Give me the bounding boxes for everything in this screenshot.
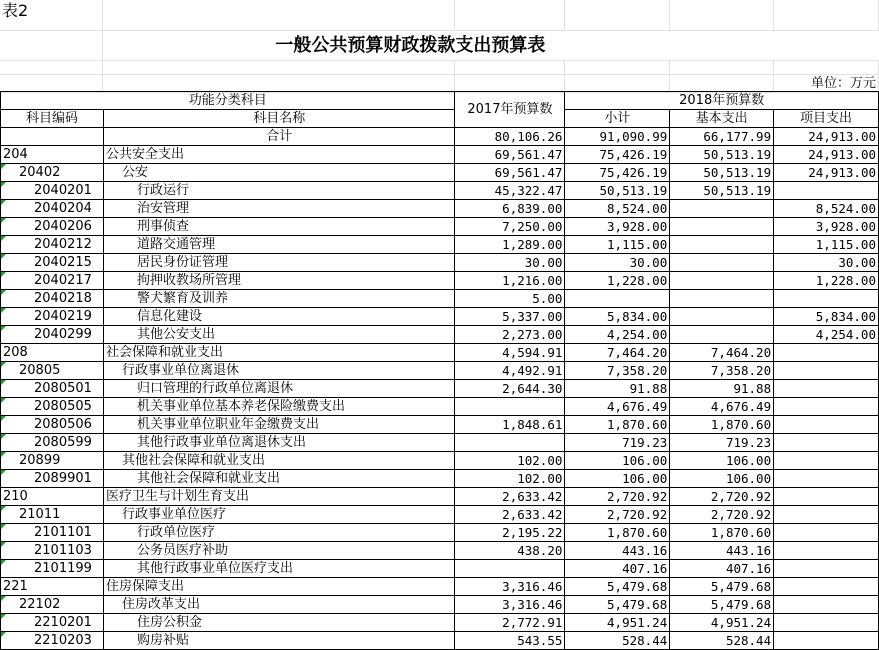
cell-prev-year[interactable]: 45,322.47 [455,182,565,200]
table-row [1,236,879,254]
cell-code[interactable]: 2101103 [1,542,104,560]
cell-subtotal[interactable]: 2,720.92 [565,506,670,524]
cell-prev-year[interactable]: 3,316.46 [455,596,565,614]
cell-prev-year[interactable]: 438.20 [455,542,565,560]
table-row [1,506,879,524]
cell-basic[interactable]: 528.44 [670,632,774,650]
cell-subtotal[interactable]: 407.16 [565,560,670,578]
sheet-header-area [0,0,879,93]
table-row [1,146,879,164]
cell-name[interactable]: 其他行政事业单位离退休支出 [103,434,455,452]
cell-basic[interactable]: 2,720.92 [670,506,774,524]
table-row [1,416,879,434]
cell-project[interactable] [774,578,879,596]
cell-prev-year[interactable]: 1,289.00 [455,236,565,254]
cell-code[interactable]: 2210203 [1,632,104,650]
cell-name[interactable]: 其他社会保障和就业支出 [103,470,455,488]
cell-basic[interactable] [670,308,774,326]
cell-code[interactable]: 2040219 [1,308,104,326]
cell-prev-year[interactable]: 102.00 [455,452,565,470]
cell-prev-year[interactable]: 3,316.46 [455,578,565,596]
cell-basic[interactable] [670,218,774,236]
cell-subtotal[interactable]: 1,870.60 [565,416,670,434]
header-name: 科目名称 [103,110,455,128]
cell-code[interactable] [1,128,104,146]
table-row [1,344,879,362]
cell-code[interactable]: 2040201 [1,182,104,200]
cell-basic[interactable]: 7,358.20 [670,362,774,380]
cell-name[interactable]: 社会保障和就业支出 [103,344,455,362]
cell-name[interactable]: 道路交通管理 [103,236,455,254]
cell-code[interactable]: 20899 [1,452,104,470]
cell-project[interactable] [774,470,879,488]
cell-basic[interactable]: 66,177.99 [670,128,774,146]
cell-code[interactable]: 22102 [1,596,104,614]
cell-project[interactable] [774,416,879,434]
cell-prev-year[interactable]: 69,561.47 [455,146,565,164]
cell-prev-year[interactable]: 80,106.26 [455,128,565,146]
cell-code[interactable]: 2040215 [1,254,104,272]
cell-name[interactable]: 归口管理的行政单位离退休 [103,380,455,398]
cell-project[interactable]: 1,228.00 [774,272,879,290]
cell-prev-year[interactable]: 5.00 [455,290,565,308]
cell-prev-year[interactable]: 7,250.00 [455,218,565,236]
cell-subtotal[interactable]: 7,464.20 [565,344,670,362]
page-title: 一般公共预算财政拨款支出预算表 [103,30,879,60]
table-row [1,380,879,398]
cell-subtotal[interactable]: 5,479.68 [565,578,670,596]
cell-basic[interactable]: 1,870.60 [670,524,774,542]
cell-basic[interactable]: 106.00 [670,452,774,470]
cell-prev-year[interactable]: 2,644.30 [455,380,565,398]
cell-basic[interactable]: 106.00 [670,470,774,488]
cell-basic[interactable]: 2,720.92 [670,488,774,506]
table-row [1,470,879,488]
cell-subtotal[interactable]: 106.00 [565,470,670,488]
table-row [1,218,879,236]
cell-code[interactable]: 2080506 [1,416,104,434]
cell-code[interactable]: 2040206 [1,218,104,236]
cell-project[interactable] [774,632,879,650]
cell-prev-year[interactable]: 102.00 [455,470,565,488]
cell-name[interactable]: 住房公积金 [103,614,455,632]
cell-prev-year[interactable] [455,434,565,452]
cell-project[interactable]: 24,913.00 [774,146,879,164]
cell-prev-year[interactable]: 2,772.91 [455,614,565,632]
cell-subtotal[interactable]: 3,928.00 [565,218,670,236]
cell-subtotal[interactable]: 1,115.00 [565,236,670,254]
cell-prev-year[interactable]: 30.00 [455,254,565,272]
cell-prev-year[interactable]: 69,561.47 [455,164,565,182]
cell-name[interactable]: 医疗卫生与计划生育支出 [103,488,455,506]
cell-code[interactable]: 208 [1,344,104,362]
budget-table [0,91,879,650]
cell-name[interactable]: 行政事业单位医疗 [103,506,455,524]
cell-code[interactable]: 210 [1,488,104,506]
cell-name[interactable]: 机关事业单位基本养老保险缴费支出 [103,398,455,416]
cell-project[interactable] [774,560,879,578]
cell-name[interactable]: 住房改革支出 [103,596,455,614]
cell-name[interactable]: 机关事业单位职业年金缴费支出 [103,416,455,434]
cell-project[interactable] [774,488,879,506]
sheet-label[interactable]: 表2 [0,0,103,30]
cell-name[interactable]: 警犬繁育及训养 [103,290,455,308]
cell-basic[interactable]: 50,513.19 [670,146,774,164]
cell-project[interactable]: 4,254.00 [774,326,879,344]
header-project: 项目支出 [774,110,879,128]
table-row [1,164,879,182]
cell-code[interactable]: 2040218 [1,290,104,308]
cell-name[interactable]: 其他社会保障和就业支出 [103,452,455,470]
cell-code[interactable]: 2080599 [1,434,104,452]
cell-basic[interactable] [670,290,774,308]
header-prev-year: 2017年预算数 [455,92,565,128]
cell-code[interactable]: 2040217 [1,272,104,290]
cell-subtotal[interactable] [565,290,670,308]
cell-project[interactable]: 3,928.00 [774,218,879,236]
cell-subtotal[interactable]: 719.23 [565,434,670,452]
cell-subtotal[interactable]: 528.44 [565,632,670,650]
cell-name[interactable]: 购房补贴 [103,632,455,650]
cell-code[interactable]: 2040204 [1,200,104,218]
table-row [1,254,879,272]
cell-basic[interactable] [670,236,774,254]
table-row [1,434,879,452]
cell-name[interactable]: 拘押收教场所管理 [103,272,455,290]
cell-code[interactable]: 2080505 [1,398,104,416]
cell-name[interactable]: 刑事侦查 [103,218,455,236]
cell-subtotal[interactable]: 443.16 [565,542,670,560]
cell-project[interactable] [774,596,879,614]
cell-name[interactable]: 住房保障支出 [103,578,455,596]
cell-prev-year[interactable]: 4,492.91 [455,362,565,380]
cell-name[interactable]: 治安管理 [103,200,455,218]
header-code: 科目编码 [1,110,104,128]
cell-basic[interactable]: 50,513.19 [670,182,774,200]
cell-subtotal[interactable]: 106.00 [565,452,670,470]
cell-basic[interactable]: 5,479.68 [670,578,774,596]
cell-subtotal[interactable]: 50,513.19 [565,182,670,200]
cell-code[interactable]: 2101101 [1,524,104,542]
cell-subtotal[interactable]: 1,870.60 [565,524,670,542]
cell-project[interactable] [774,506,879,524]
cell-name[interactable]: 行政运行 [103,182,455,200]
cell-project[interactable] [774,290,879,308]
cell-code[interactable]: 204 [1,146,104,164]
cell-prev-year[interactable]: 2,195.22 [455,524,565,542]
cell-basic[interactable]: 719.23 [670,434,774,452]
cell-subtotal[interactable]: 75,426.19 [565,164,670,182]
cell-code[interactable]: 221 [1,578,104,596]
cell-prev-year[interactable]: 1,216.00 [455,272,565,290]
cell-name[interactable]: 信息化建设 [103,308,455,326]
cell-basic[interactable] [670,326,774,344]
cell-code[interactable]: 2210201 [1,614,104,632]
cell-basic[interactable]: 407.16 [670,560,774,578]
header-func-group: 功能分类科目 [1,92,455,110]
table-row [1,398,879,416]
cell-code[interactable]: 2080501 [1,380,104,398]
cell-basic[interactable]: 443.16 [670,542,774,560]
cell-project[interactable]: 24,913.00 [774,128,879,146]
table-row [1,596,879,614]
cell-basic[interactable] [670,200,774,218]
cell-subtotal[interactable]: 2,720.92 [565,488,670,506]
cell-code[interactable]: 2101199 [1,560,104,578]
cell-subtotal[interactable]: 5,479.68 [565,596,670,614]
cell-subtotal[interactable]: 75,426.19 [565,146,670,164]
cell-basic[interactable]: 5,479.68 [670,596,774,614]
cell-project[interactable]: 1,115.00 [774,236,879,254]
cell-name[interactable]: 居民身份证管理 [103,254,455,272]
table-row [1,308,879,326]
cell-prev-year[interactable]: 5,337.00 [455,308,565,326]
cell-code[interactable]: 20402 [1,164,104,182]
cell-subtotal[interactable]: 91,090.99 [565,128,670,146]
table-row [1,488,879,506]
cell-basic[interactable]: 4,951.24 [670,614,774,632]
cell-subtotal[interactable]: 1,228.00 [565,272,670,290]
header-cur-year: 2018年预算数 [565,92,879,110]
cell-subtotal[interactable]: 8,524.00 [565,200,670,218]
cell-project[interactable] [774,452,879,470]
table-row [1,614,879,632]
cell-project[interactable] [774,362,879,380]
table-row [1,326,879,344]
cell-project[interactable]: 30.00 [774,254,879,272]
table-row [1,542,879,560]
cell-project[interactable]: 5,834.00 [774,308,879,326]
cell-basic[interactable]: 91.88 [670,380,774,398]
cell-code[interactable]: 21011 [1,506,104,524]
cell-prev-year[interactable]: 2,633.42 [455,506,565,524]
cell-prev-year[interactable] [455,560,565,578]
table-row [1,578,879,596]
unit-label: 单位：万元 [773,74,878,92]
cell-basic[interactable]: 50,513.19 [670,164,774,182]
table-row [1,128,879,146]
table-row [1,632,879,650]
cell-project[interactable] [774,524,879,542]
cell-basic[interactable] [670,254,774,272]
cell-basic[interactable] [670,272,774,290]
cell-project[interactable] [774,380,879,398]
cell-subtotal[interactable]: 30.00 [565,254,670,272]
cell-name[interactable]: 其他行政事业单位医疗支出 [103,560,455,578]
cell-subtotal[interactable]: 91.88 [565,380,670,398]
cell-prev-year[interactable]: 1,848.61 [455,416,565,434]
cell-basic[interactable]: 7,464.20 [670,344,774,362]
cell-project[interactable]: 24,913.00 [774,164,879,182]
cell-project[interactable] [774,542,879,560]
table-row [1,182,879,200]
cell-basic[interactable]: 4,676.49 [670,398,774,416]
cell-project[interactable] [774,614,879,632]
table-row [1,524,879,542]
cell-prev-year[interactable]: 2,633.42 [455,488,565,506]
cell-code[interactable]: 2089901 [1,470,104,488]
cell-name[interactable]: 公共安全支出 [103,146,455,164]
table-row [1,290,879,308]
cell-prev-year[interactable] [455,398,565,416]
cell-subtotal[interactable]: 4,254.00 [565,326,670,344]
cell-name[interactable]: 行政事业单位离退休 [103,362,455,380]
cell-name[interactable]: 行政单位医疗 [103,524,455,542]
cell-code[interactable]: 2040299 [1,326,104,344]
table-row [1,272,879,290]
cell-code[interactable]: 2040212 [1,236,104,254]
cell-basic[interactable]: 1,870.60 [670,416,774,434]
cell-project[interactable] [774,398,879,416]
table-row [1,362,879,380]
cell-code[interactable]: 20805 [1,362,104,380]
cell-name[interactable]: 其他公安支出 [103,326,455,344]
cell-project[interactable]: 8,524.00 [774,200,879,218]
header-subtotal: 小计 [565,110,670,128]
cell-prev-year[interactable]: 543.55 [455,632,565,650]
cell-subtotal[interactable]: 5,834.00 [565,308,670,326]
table-row [1,452,879,470]
cell-name[interactable]: 公安 [103,164,455,182]
cell-subtotal[interactable]: 4,951.24 [565,614,670,632]
table-row [1,200,879,218]
cell-project[interactable] [774,344,879,362]
cell-subtotal[interactable]: 4,676.49 [565,398,670,416]
cell-name[interactable]: 公务员医疗补助 [103,542,455,560]
cell-project[interactable] [774,434,879,452]
cell-prev-year[interactable]: 2,273.00 [455,326,565,344]
table-row [1,560,879,578]
cell-prev-year[interactable]: 4,594.91 [455,344,565,362]
cell-project[interactable] [774,182,879,200]
cell-subtotal[interactable]: 7,358.20 [565,362,670,380]
cell-name[interactable]: 合计 [103,128,455,146]
cell-prev-year[interactable]: 6,839.00 [455,200,565,218]
header-basic: 基本支出 [670,110,774,128]
